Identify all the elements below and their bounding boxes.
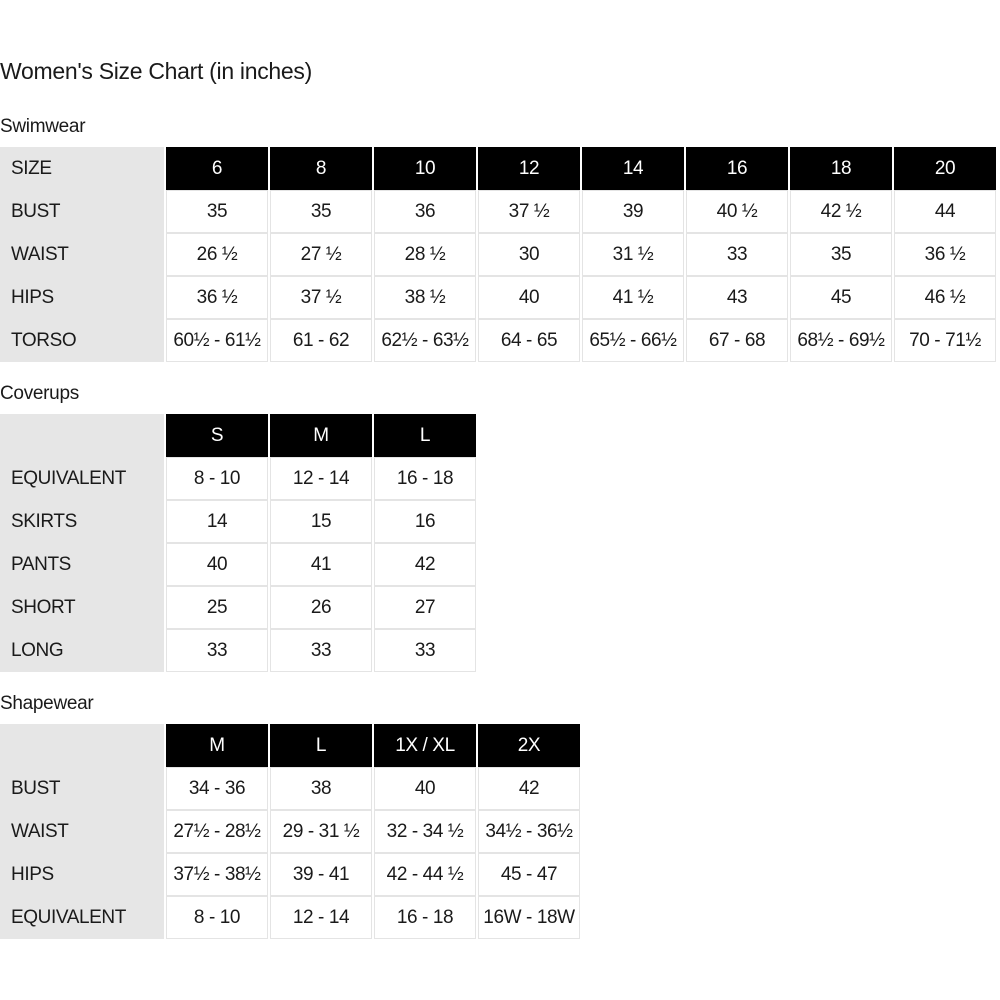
- table-row: [0, 276, 996, 319]
- measurement-cell: 38 ½: [374, 276, 476, 319]
- size-header-cell: 12: [478, 147, 580, 190]
- measurement-cell: 32 - 34 ½: [374, 810, 476, 853]
- size-header-cell: M: [166, 724, 268, 767]
- table-row: [0, 896, 580, 939]
- measurement-cell: 42: [478, 767, 580, 810]
- table-row: [0, 190, 996, 233]
- header-label-cell: [0, 414, 164, 457]
- size-header-cell: L: [374, 414, 476, 457]
- measurement-cell: 12 - 14: [270, 896, 372, 939]
- measurement-cell: 34 - 36: [166, 767, 268, 810]
- measurement-cell: 37½ - 38½: [166, 853, 268, 896]
- measurement-cell: 37 ½: [270, 276, 372, 319]
- measurement-cell: 16 - 18: [374, 457, 476, 500]
- table-row: [0, 457, 476, 500]
- measurement-cell: 16 - 18: [374, 896, 476, 939]
- row-label: TORSO: [0, 319, 164, 362]
- table-row: [0, 629, 476, 672]
- measurement-cell: 41: [270, 543, 372, 586]
- measurement-cell: 8 - 10: [166, 457, 268, 500]
- measurement-cell: 38: [270, 767, 372, 810]
- table-row: [0, 586, 476, 629]
- table-row: [0, 500, 476, 543]
- page-title: Women's Size Chart (in inches): [0, 58, 312, 84]
- measurement-cell: 45 - 47: [478, 853, 580, 896]
- measurement-cell: 16: [374, 500, 476, 543]
- table-row: [0, 233, 996, 276]
- measurement-cell: 25: [166, 586, 268, 629]
- measurement-cell: 46 ½: [894, 276, 996, 319]
- measurement-cell: 35: [270, 190, 372, 233]
- measurement-cell: 35: [790, 233, 892, 276]
- coverups-section-label: Coverups: [0, 383, 79, 404]
- measurement-cell: 26 ½: [166, 233, 268, 276]
- table-row: [0, 853, 580, 896]
- header-row: [0, 147, 996, 190]
- size-header-cell: 18: [790, 147, 892, 190]
- header-row: [0, 414, 476, 457]
- row-label: BUST: [0, 767, 164, 810]
- row-label: SHORT: [0, 586, 164, 629]
- measurement-cell: 26: [270, 586, 372, 629]
- measurement-cell: 43: [686, 276, 788, 319]
- swimwear-size-table: [0, 147, 998, 362]
- measurement-cell: 42 - 44 ½: [374, 853, 476, 896]
- measurement-cell: 35: [166, 190, 268, 233]
- measurement-cell: 41 ½: [582, 276, 684, 319]
- measurement-cell: 39 - 41: [270, 853, 372, 896]
- size-header-cell: 8: [270, 147, 372, 190]
- row-label: EQUIVALENT: [0, 896, 164, 939]
- size-header-cell: 1X / XL: [374, 724, 476, 767]
- size-header-cell: 6: [166, 147, 268, 190]
- measurement-cell: 42 ½: [790, 190, 892, 233]
- size-header-cell: S: [166, 414, 268, 457]
- row-label: EQUIVALENT: [0, 457, 164, 500]
- table-row: [0, 767, 580, 810]
- row-label: WAIST: [0, 233, 164, 276]
- measurement-cell: 14: [166, 500, 268, 543]
- measurement-cell: 45: [790, 276, 892, 319]
- swimwear-section-label: Swimwear: [0, 116, 86, 137]
- measurement-cell: 36: [374, 190, 476, 233]
- measurement-cell: 40: [478, 276, 580, 319]
- measurement-cell: 68½ - 69½: [790, 319, 892, 362]
- table-row: [0, 810, 580, 853]
- row-label: LONG: [0, 629, 164, 672]
- measurement-cell: 12 - 14: [270, 457, 372, 500]
- measurement-cell: 65½ - 66½: [582, 319, 684, 362]
- shapewear-section-label: Shapewear: [0, 693, 94, 714]
- size-header-cell: 2X: [478, 724, 580, 767]
- measurement-cell: 15: [270, 500, 372, 543]
- measurement-cell: 42: [374, 543, 476, 586]
- measurement-cell: 30: [478, 233, 580, 276]
- size-header-cell: 20: [894, 147, 996, 190]
- measurement-cell: 64 - 65: [478, 319, 580, 362]
- measurement-cell: 44: [894, 190, 996, 233]
- header-label-cell: SIZE: [0, 147, 164, 190]
- row-label: HIPS: [0, 276, 164, 319]
- measurement-cell: 33: [270, 629, 372, 672]
- measurement-cell: 40: [374, 767, 476, 810]
- measurement-cell: 29 - 31 ½: [270, 810, 372, 853]
- measurement-cell: 61 - 62: [270, 319, 372, 362]
- measurement-cell: 39: [582, 190, 684, 233]
- measurement-cell: 27½ - 28½: [166, 810, 268, 853]
- size-header-cell: L: [270, 724, 372, 767]
- measurement-cell: 28 ½: [374, 233, 476, 276]
- row-label: SKIRTS: [0, 500, 164, 543]
- measurement-cell: 60½ - 61½: [166, 319, 268, 362]
- size-header-cell: M: [270, 414, 372, 457]
- measurement-cell: 40: [166, 543, 268, 586]
- row-label: HIPS: [0, 853, 164, 896]
- measurement-cell: 8 - 10: [166, 896, 268, 939]
- measurement-cell: 33: [374, 629, 476, 672]
- size-header-cell: 16: [686, 147, 788, 190]
- measurement-cell: 40 ½: [686, 190, 788, 233]
- measurement-cell: 67 - 68: [686, 319, 788, 362]
- shapewear-size-table: [0, 724, 582, 939]
- measurement-cell: 16W - 18W: [478, 896, 580, 939]
- measurement-cell: 33: [686, 233, 788, 276]
- measurement-cell: 36 ½: [894, 233, 996, 276]
- row-label: BUST: [0, 190, 164, 233]
- row-label: PANTS: [0, 543, 164, 586]
- measurement-cell: 31 ½: [582, 233, 684, 276]
- measurement-cell: 34½ - 36½: [478, 810, 580, 853]
- measurement-cell: 37 ½: [478, 190, 580, 233]
- measurement-cell: 62½ - 63½: [374, 319, 476, 362]
- coverups-size-table: [0, 414, 478, 672]
- measurement-cell: 27 ½: [270, 233, 372, 276]
- size-header-cell: 14: [582, 147, 684, 190]
- size-header-cell: 10: [374, 147, 476, 190]
- header-row: [0, 724, 580, 767]
- measurement-cell: 27: [374, 586, 476, 629]
- measurement-cell: 70 - 71½: [894, 319, 996, 362]
- header-label-cell: [0, 724, 164, 767]
- table-row: [0, 543, 476, 586]
- row-label: WAIST: [0, 810, 164, 853]
- measurement-cell: 36 ½: [166, 276, 268, 319]
- table-row: [0, 319, 996, 362]
- measurement-cell: 33: [166, 629, 268, 672]
